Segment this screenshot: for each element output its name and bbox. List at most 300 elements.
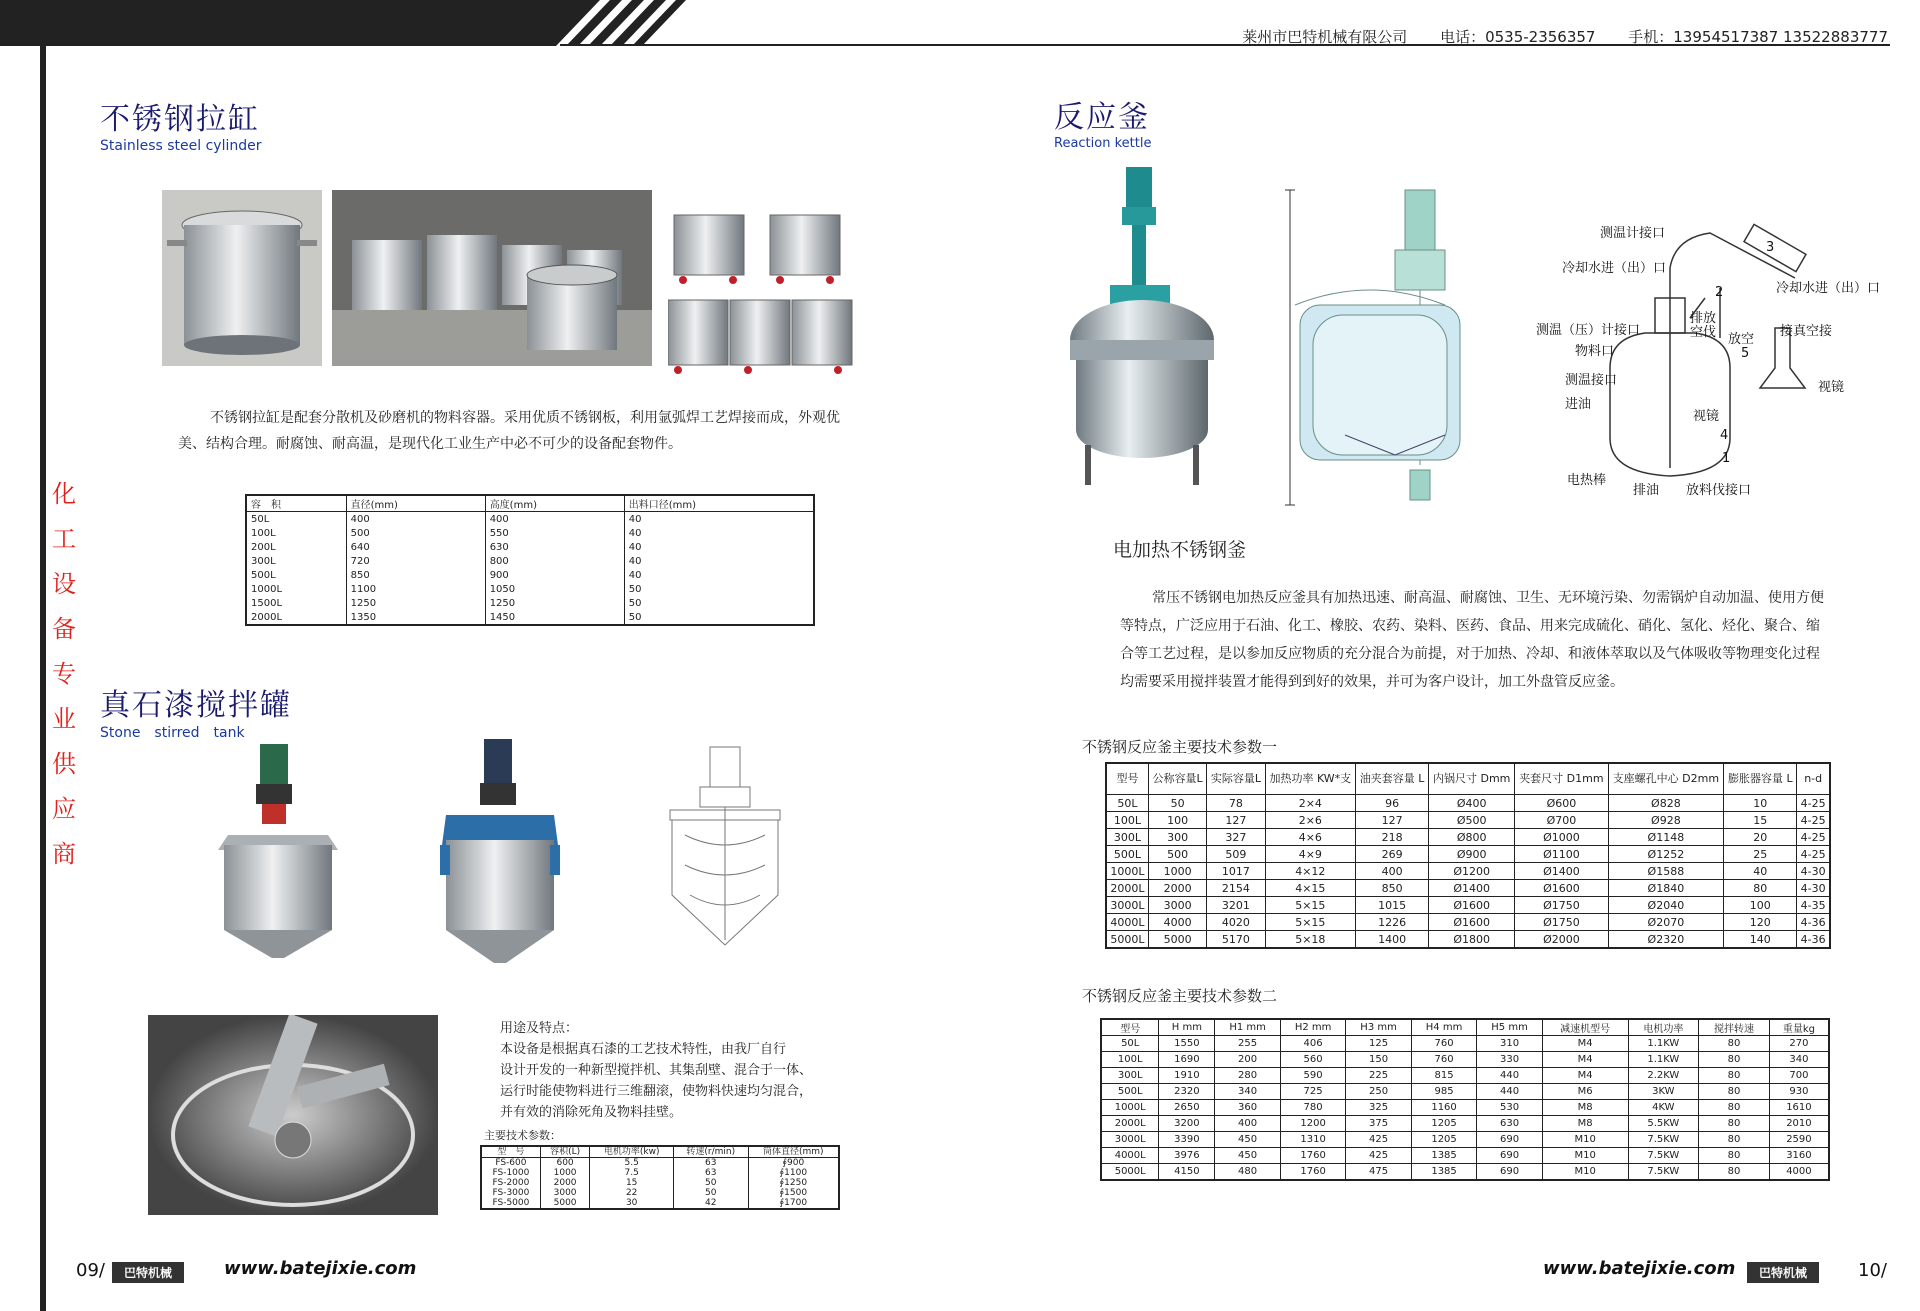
cylinder-table-cell: 630 xyxy=(485,540,624,554)
reactor-table1-cell: Ø1750 xyxy=(1515,897,1608,914)
reactor-table2-cell: 1200 xyxy=(1280,1116,1345,1132)
label-n5: 5 xyxy=(1741,346,1750,361)
reactor-table2-cell: 2010 xyxy=(1769,1116,1829,1132)
reactor-table2-cell: 1550 xyxy=(1159,1036,1215,1052)
reactor-table1-cell: Ø800 xyxy=(1429,829,1515,846)
label-sight-glass-1: 视镜 xyxy=(1693,409,1720,424)
reactor-table2-cell: 725 xyxy=(1280,1084,1345,1100)
stone-spec-table xyxy=(480,1145,840,1210)
reactor-table2-cell: 4150 xyxy=(1159,1164,1215,1181)
cylinder-title: 不锈钢拉缸 xyxy=(100,102,260,137)
reactor-table2-cell: M10 xyxy=(1542,1148,1628,1164)
reactor-table1-cell: Ø2320 xyxy=(1608,931,1724,949)
cylinder-table-cell: 1500L xyxy=(246,596,346,610)
mobile: 手机：13954517387 13522883777 xyxy=(1628,28,1888,46)
reactor-table2-header-cell: H5 mm xyxy=(1477,1019,1542,1036)
cylinder-table-cell: 800 xyxy=(485,554,624,568)
reactor-table2-cell: 480 xyxy=(1215,1164,1280,1181)
reactor-description: 常压不锈钢电加热反应釜具有加热迅速、耐高温、耐腐蚀、卫生、无环境污染、勿需锅炉自动加温、使用方便等特点，广泛应用于石油、化工、橡胶、农药、染料、医药、食品、用来完成硫化、硝化、氢化、烃化、聚合、缩合等工艺过程，是以参加反应物质的充分混合为前提，对于加热、冷却、和液体萃取以及气体吸收等物理变化过程均需要采用搅拌装置才能得到到好的效果，并可为客户设计，加工外盘管反应釜。 xyxy=(1120,590,1824,690)
stone-table-cell: FS-600 xyxy=(481,1158,540,1169)
cylinder-table-row xyxy=(246,540,814,554)
reactor-table2-cell: 1760 xyxy=(1280,1164,1345,1181)
reactor-table2-cell: 500L xyxy=(1101,1084,1159,1100)
reactor-table2-cell: 690 xyxy=(1477,1132,1542,1148)
reactor-spec-table-1 xyxy=(1105,762,1831,949)
reactor-table1-cell: 2000 xyxy=(1148,880,1206,897)
reactor-table2-cell: 450 xyxy=(1215,1132,1280,1148)
reactor-table1-cell: Ø1600 xyxy=(1515,880,1608,897)
cylinder-table-cell: 500L xyxy=(246,568,346,582)
reactor-table2-cell: M4 xyxy=(1542,1052,1628,1068)
cylinder-table-cell: 2000L xyxy=(246,610,346,625)
stone-table-cell: 42 xyxy=(674,1198,748,1209)
stone-table-cell: 15 xyxy=(590,1178,674,1188)
reactor-table1-cell: 5×18 xyxy=(1265,931,1356,949)
right-page-number: 10/ xyxy=(1858,1260,1887,1281)
reactor-table2-row xyxy=(1101,1116,1829,1132)
reactor-table1-cell: 300L xyxy=(1106,829,1148,846)
reactor-table2-cell: 255 xyxy=(1215,1036,1280,1052)
cylinder-table-cell: 1250 xyxy=(485,596,624,610)
reactor-table2-header-cell: H4 mm xyxy=(1411,1019,1476,1036)
reactor-table2-cell: 80 xyxy=(1699,1084,1770,1100)
cylinder-table-cell: 850 xyxy=(346,568,485,582)
stone-usage-line: 运行时能使物料进行三维翻滚，使物料快速均匀混合， xyxy=(500,1084,813,1099)
cylinder-subtitle: Stainless steel cylinder xyxy=(100,138,262,154)
stone-params-title: 主要技术参数： xyxy=(484,1129,561,1142)
reactor-table2-cell: 80 xyxy=(1699,1100,1770,1116)
stone-usage-title: 用途及特点： xyxy=(500,1021,579,1036)
label-temp-pressure-port: 测温（压）计接口 xyxy=(1536,323,1641,338)
reactor-table2-cell: 100L xyxy=(1101,1052,1159,1068)
reactor-table2-cell: 690 xyxy=(1477,1148,1542,1164)
reactor-table2-header-cell: 重量kg xyxy=(1769,1019,1829,1036)
stone-table-cell: FS-1000 xyxy=(481,1168,540,1178)
stone-table-row xyxy=(481,1168,839,1178)
company-name: 莱州市巴特机械有限公司 xyxy=(1242,28,1408,46)
reactor-table2-cell: 440 xyxy=(1477,1084,1542,1100)
reactor-table2-cell: 1.1KW xyxy=(1628,1052,1699,1068)
reactor-table2-row xyxy=(1101,1100,1829,1116)
stone-heading xyxy=(100,680,292,742)
header-stripes xyxy=(0,0,740,60)
stone-table-row xyxy=(481,1178,839,1188)
reactor-table1-cell: 2×4 xyxy=(1265,795,1356,812)
reactor-table2-cell: 125 xyxy=(1346,1036,1411,1052)
stone-table-cell: FS-2000 xyxy=(481,1178,540,1188)
reactor-table2-cell: 815 xyxy=(1411,1068,1476,1084)
reactor-table1-cell: 5000L xyxy=(1106,931,1148,949)
cylinder-photo-2 xyxy=(332,190,652,366)
reactor-table2-cell: 1385 xyxy=(1411,1148,1476,1164)
reactor-table2-cell: 250 xyxy=(1346,1084,1411,1100)
reactor-table1-cell: Ø1600 xyxy=(1429,914,1515,931)
stone-table-cell: 2000 xyxy=(540,1178,590,1188)
stone-subtitle: Stone stirred tank xyxy=(100,725,245,741)
reactor-table1-cell: 1226 xyxy=(1356,914,1429,931)
reactor-table1-cell: Ø928 xyxy=(1608,812,1724,829)
phone: 电话：0535-2356357 xyxy=(1440,28,1596,46)
stone-table-cell: 30 xyxy=(590,1198,674,1209)
reactor-table2-cell: 690 xyxy=(1477,1164,1542,1181)
reactor-table2-cell: 530 xyxy=(1477,1100,1542,1116)
stone-table-cell: ∮1500 xyxy=(748,1188,839,1198)
label-oil-out: 排油 xyxy=(1633,483,1660,498)
reactor-table1-cell: 96 xyxy=(1356,795,1429,812)
stone-table-cell: 7.5 xyxy=(590,1168,674,1178)
reactor-table2-cell: 340 xyxy=(1769,1052,1829,1068)
reactor-table1-header-cell: 支座螺孔中心 D2mm xyxy=(1608,763,1724,795)
stone-table-cell: ∮1700 xyxy=(748,1198,839,1209)
reactor-table2-cell: 225 xyxy=(1346,1068,1411,1084)
stone-usage-line: 设计开发的一种新型搅拌机、其集刮壁、混合于一体、 xyxy=(500,1063,813,1078)
reactor-table1-cell: Ø1750 xyxy=(1515,914,1608,931)
stone-table-header-cell: 转速(r/min) xyxy=(674,1146,748,1158)
reactor-table1-cell: 4020 xyxy=(1207,914,1265,931)
reactor-table2-cell: M8 xyxy=(1542,1100,1628,1116)
right-footer-badge: 巴特机械 xyxy=(1747,1262,1819,1283)
reactor-table1-cell: 2154 xyxy=(1207,880,1265,897)
cylinder-table-cell: 40 xyxy=(624,512,814,527)
stone-table-row xyxy=(481,1158,839,1169)
reactor-table1-cell: 4-25 xyxy=(1797,795,1830,812)
reactor-table2-cell: 2.2KW xyxy=(1628,1068,1699,1084)
reactor-table1-cell: 850 xyxy=(1356,880,1429,897)
reactor-table2-cell: 1310 xyxy=(1280,1132,1345,1148)
stone-table-row xyxy=(481,1188,839,1198)
reactor-table1-cell: 4-35 xyxy=(1797,897,1830,914)
label-oil-in: 进油 xyxy=(1565,397,1592,412)
cylinder-table-cell: 40 xyxy=(624,540,814,554)
reactor-table1-header-cell: 公称容量L xyxy=(1148,763,1206,795)
reactor-table2-cell: 3KW xyxy=(1628,1084,1699,1100)
reactor-table2-cell: 560 xyxy=(1280,1052,1345,1068)
reactor-table1-row xyxy=(1106,846,1830,863)
reactor-table1-cell: 10 xyxy=(1724,795,1797,812)
reactor-table2-cell: 1000L xyxy=(1101,1100,1159,1116)
reactor-table1-cell: 327 xyxy=(1207,829,1265,846)
reactor-table1-cell: 509 xyxy=(1207,846,1265,863)
stone-table-cell: 22 xyxy=(590,1188,674,1198)
reactor-table2-title: 不锈钢反应釜主要技术参数二 xyxy=(1082,987,1278,1005)
reactor-table1-cell: 500L xyxy=(1106,846,1148,863)
reactor-table1-cell: 4×15 xyxy=(1265,880,1356,897)
stone-tank-photo-1 xyxy=(218,740,338,965)
reactor-table2-cell: M4 xyxy=(1542,1036,1628,1052)
reactor-table1-cell: Ø828 xyxy=(1608,795,1724,812)
reactor-table2-cell: 5000L xyxy=(1101,1164,1159,1181)
cylinder-table-cell: 720 xyxy=(346,554,485,568)
cylinder-table-cell: 300L xyxy=(246,554,346,568)
reactor-table2-cell: 330 xyxy=(1477,1052,1542,1068)
cylinder-table-cell: 500 xyxy=(346,526,485,540)
reactor-table2-cell: 280 xyxy=(1215,1068,1280,1084)
cylinder-table-cell: 50 xyxy=(624,582,814,596)
cylinder-table-cell: 100L xyxy=(246,526,346,540)
reactor-table1-cell: Ø1600 xyxy=(1429,897,1515,914)
reactor-table2-cell: 300L xyxy=(1101,1068,1159,1084)
reactor-table2-cell: 440 xyxy=(1477,1068,1542,1084)
reactor-table2-cell: 1.1KW xyxy=(1628,1036,1699,1052)
label-sight-glass-2: 视镜 xyxy=(1818,380,1845,395)
stone-tank-photo-2 xyxy=(440,735,560,970)
reactor-table1-cell: 120 xyxy=(1724,914,1797,931)
reactor-table1-cell: 50 xyxy=(1148,795,1206,812)
label-n3: 3 xyxy=(1766,240,1775,255)
stone-table-header-cell: 筒体直径(mm) xyxy=(748,1146,839,1158)
cylinder-table-header-cell: 出料口径(mm) xyxy=(624,495,814,512)
reactor-table2-header-cell: 型号 xyxy=(1101,1019,1159,1036)
reactor-table2-cell: 80 xyxy=(1699,1164,1770,1181)
reactor-table2-cell: 80 xyxy=(1699,1116,1770,1132)
label-thermometer-port: 测温计接口 xyxy=(1600,226,1666,241)
reactor-table1-cell: 1000 xyxy=(1148,863,1206,880)
reactor-table2-cell: 590 xyxy=(1280,1068,1345,1084)
reactor-table1-cell: 50L xyxy=(1106,795,1148,812)
cylinder-table-row xyxy=(246,582,814,596)
reactor-table1-cell: 4-25 xyxy=(1797,846,1830,863)
reactor-table2-cell: 406 xyxy=(1280,1036,1345,1052)
reactor-table2-cell: 80 xyxy=(1699,1132,1770,1148)
reactor-table2-cell: M6 xyxy=(1542,1084,1628,1100)
reactor-table2-cell: 930 xyxy=(1769,1084,1829,1100)
reactor-table2-cell: 3390 xyxy=(1159,1132,1215,1148)
reactor-table2-cell: 150 xyxy=(1346,1052,1411,1068)
reactor-table1-cell: 20 xyxy=(1724,829,1797,846)
reactor-table2-cell: 80 xyxy=(1699,1068,1770,1084)
reactor-table2-cell: 1160 xyxy=(1411,1100,1476,1116)
cylinder-table-row xyxy=(246,610,814,625)
reactor-table1-cell: 5×15 xyxy=(1265,897,1356,914)
stone-usage-line: 并有效的消除死角及物料挂壁。 xyxy=(500,1105,683,1120)
reactor-table2-cell: 2650 xyxy=(1159,1100,1215,1116)
reactor-photo xyxy=(1060,165,1225,495)
reactor-table1-row xyxy=(1106,880,1830,897)
reactor-table1-row xyxy=(1106,914,1830,931)
cylinder-table-cell: 400 xyxy=(346,512,485,527)
stone-table-header-cell: 电机功率(kw) xyxy=(590,1146,674,1158)
stone-table-cell: 5.5 xyxy=(590,1158,674,1169)
cylinder-table-row xyxy=(246,554,814,568)
reactor-table1-header-cell: 膨胀器容量 L xyxy=(1724,763,1797,795)
cylinder-table-cell: 900 xyxy=(485,568,624,582)
cylinder-table-header-cell: 高度(mm) xyxy=(485,495,624,512)
reactor-table1-header-cell: 内锅尺寸 Dmm xyxy=(1429,763,1515,795)
reactor-table2-cell: 760 xyxy=(1411,1052,1476,1068)
reactor-title: 反应釜 xyxy=(1054,100,1150,135)
reactor-table1-cell: Ø1588 xyxy=(1608,863,1724,880)
label-n2: 2 xyxy=(1715,285,1724,300)
cylinder-spec-table xyxy=(245,494,815,626)
reactor-table2-cell: 1205 xyxy=(1411,1132,1476,1148)
reactor-table2-cell: 2320 xyxy=(1159,1084,1215,1100)
reactor-table1-cell: 3201 xyxy=(1207,897,1265,914)
reactor-table2-cell: 5.5KW xyxy=(1628,1116,1699,1132)
cylinder-table-cell: 1350 xyxy=(346,610,485,625)
reactor-table1-header-cell: 型号 xyxy=(1106,763,1148,795)
reactor-table1-header-cell: 实际容量L xyxy=(1207,763,1265,795)
label-cooling-in: 冷却水进（出）口 xyxy=(1562,261,1667,276)
reactor-table2-cell: 3160 xyxy=(1769,1148,1829,1164)
reactor-table2-header-cell: 搅拌转速 xyxy=(1699,1019,1770,1036)
cylinder-table-cell: 1000L xyxy=(246,582,346,596)
label-heater: 电热棒 xyxy=(1567,473,1607,488)
reactor-table2-cell: 425 xyxy=(1346,1148,1411,1164)
reactor-table1-cell: Ø1000 xyxy=(1515,829,1608,846)
header-contact xyxy=(1214,26,1888,47)
reactor-table2-cell: 450 xyxy=(1215,1148,1280,1164)
reactor-table1-cell: 2×6 xyxy=(1265,812,1356,829)
cylinder-table-header-cell: 容 积 xyxy=(246,495,346,512)
reactor-table1-cell: Ø2000 xyxy=(1515,931,1608,949)
stone-table-cell: 50 xyxy=(674,1178,748,1188)
reactor-table1-cell: 400 xyxy=(1356,863,1429,880)
reactor-table1-cell: Ø1400 xyxy=(1515,863,1608,880)
stone-table-header-cell: 容积(L) xyxy=(540,1146,590,1158)
reactor-table1-cell: 4-25 xyxy=(1797,829,1830,846)
cylinder-table-row xyxy=(246,596,814,610)
reactor-table2-cell: 7.5KW xyxy=(1628,1132,1699,1148)
cylinder-heading xyxy=(100,94,262,154)
stone-table-cell: ∮1100 xyxy=(748,1168,839,1178)
cylinder-table-cell: 550 xyxy=(485,526,624,540)
reactor-table1-cell: 80 xyxy=(1724,880,1797,897)
stone-table-cell: 5000 xyxy=(540,1198,590,1209)
reactor-table2-cell: 4KW xyxy=(1628,1100,1699,1116)
stone-usage-line: 本设备是根据真石漆的工艺技术特性，由我厂自行 xyxy=(500,1042,787,1057)
stone-table-cell: 3000 xyxy=(540,1188,590,1198)
cylinder-photo-1 xyxy=(162,190,322,366)
cylinder-table-cell: 1450 xyxy=(485,610,624,625)
reactor-table2-header-cell: 减速机型号 xyxy=(1542,1019,1628,1036)
reactor-table2-cell: 1690 xyxy=(1159,1052,1215,1068)
reactor-table1-header-cell: n-d xyxy=(1797,763,1830,795)
reactor-table1-cell: 4000L xyxy=(1106,914,1148,931)
reactor-table2-row xyxy=(1101,1164,1829,1181)
reactor-table2-cell: M4 xyxy=(1542,1068,1628,1084)
reactor-table1-cell: 140 xyxy=(1724,931,1797,949)
stone-table-cell: 63 xyxy=(674,1168,748,1178)
reactor-table1-cell: 4-30 xyxy=(1797,880,1830,897)
stone-table-row xyxy=(481,1198,839,1209)
reactor-table2-cell: 7.5KW xyxy=(1628,1148,1699,1164)
reactor-table2-cell: 310 xyxy=(1477,1036,1542,1052)
reactor-table1-cell: 78 xyxy=(1207,795,1265,812)
reactor-table1-cell: 3000 xyxy=(1148,897,1206,914)
sidebar-slogan: 化工设备专业供应商 xyxy=(52,480,76,868)
reactor-table1-cell: 15 xyxy=(1724,812,1797,829)
label-discharge-valve: 放料伐接口 xyxy=(1686,483,1752,498)
reactor-table1-row xyxy=(1106,897,1830,914)
reactor-table2-cell: 80 xyxy=(1699,1036,1770,1052)
cylinder-table-row xyxy=(246,526,814,540)
left-footer-badge: 巴特机械 xyxy=(112,1262,184,1283)
reactor-table2-header-cell: 电机功率 xyxy=(1628,1019,1699,1036)
reactor-table2-row xyxy=(1101,1068,1829,1084)
stone-table-cell: FS-5000 xyxy=(481,1198,540,1209)
reactor-table1-cell: Ø400 xyxy=(1429,795,1515,812)
reactor-table2-cell: M8 xyxy=(1542,1116,1628,1132)
reactor-table2-cell: 80 xyxy=(1699,1148,1770,1164)
reactor-table2-row xyxy=(1101,1132,1829,1148)
reactor-table2-header-cell: H3 mm xyxy=(1346,1019,1411,1036)
cylinder-table-cell: 200L xyxy=(246,540,346,554)
reactor-table1-title: 不锈钢反应釜主要技术参数一 xyxy=(1082,738,1278,756)
stone-table-cell: FS-3000 xyxy=(481,1188,540,1198)
stone-table-cell: ∮1250 xyxy=(748,1178,839,1188)
reactor-table1-cell: 4×6 xyxy=(1265,829,1356,846)
reactor-spec-table-2 xyxy=(1100,1018,1830,1181)
reactor-heading xyxy=(1054,92,1151,151)
stone-table-cell: 600 xyxy=(540,1158,590,1169)
right-footer-url[interactable]: www.batejixie.com xyxy=(1543,1258,1736,1279)
reactor-table2-cell: 1205 xyxy=(1411,1116,1476,1132)
reactor-table2-header-cell: H1 mm xyxy=(1215,1019,1280,1036)
stone-tank-interior-photo xyxy=(148,1015,438,1215)
label-n4: 4 xyxy=(1720,428,1729,443)
reactor-table2-cell: 3000L xyxy=(1101,1132,1159,1148)
reactor-dimension-drawing xyxy=(1285,185,1470,515)
reactor-table1-cell: Ø900 xyxy=(1429,846,1515,863)
reactor-table1-cell: 127 xyxy=(1356,812,1429,829)
stone-usage xyxy=(500,1018,860,1123)
reactor-table2-cell: 400 xyxy=(1215,1116,1280,1132)
reactor-table1-row xyxy=(1106,812,1830,829)
reactor-table2-cell: 3200 xyxy=(1159,1116,1215,1132)
reactor-table2-row xyxy=(1101,1148,1829,1164)
reactor-table2-cell: 3976 xyxy=(1159,1148,1215,1164)
reactor-table1-cell: 40 xyxy=(1724,863,1797,880)
reactor-table1-cell: 500 xyxy=(1148,846,1206,863)
reactor-table1-cell: 5000 xyxy=(1148,931,1206,949)
left-page-number: 09/ xyxy=(76,1260,105,1281)
cylinder-table-cell: 50L xyxy=(246,512,346,527)
reactor-table2-cell: 760 xyxy=(1411,1036,1476,1052)
reactor-table1-row xyxy=(1106,931,1830,949)
reactor-table2-cell: 700 xyxy=(1769,1068,1829,1084)
reactor-table1-header-cell: 加热功率 KW*支 xyxy=(1265,763,1356,795)
cylinder-table-cell: 1100 xyxy=(346,582,485,596)
left-footer-url[interactable]: www.batejixie.com xyxy=(224,1258,417,1279)
reactor-table1-cell: 2000L xyxy=(1106,880,1148,897)
stone-table-cell: 50 xyxy=(674,1188,748,1198)
reactor-table2-row xyxy=(1101,1084,1829,1100)
reactor-table1-cell: Ø1400 xyxy=(1429,880,1515,897)
reactor-table1-cell: 4-25 xyxy=(1797,812,1830,829)
reactor-table2-cell: 200 xyxy=(1215,1052,1280,1068)
reactor-table1-cell: 1015 xyxy=(1356,897,1429,914)
reactor-table1-cell: 100 xyxy=(1148,812,1206,829)
reactor-table1-cell: 300 xyxy=(1148,829,1206,846)
reactor-subtitle: Reaction kettle xyxy=(1054,136,1152,151)
reactor-table1-cell: 269 xyxy=(1356,846,1429,863)
reactor-table1-cell: Ø2070 xyxy=(1608,914,1724,931)
reactor-table1-cell: 3000L xyxy=(1106,897,1148,914)
reactor-table1-cell: Ø700 xyxy=(1515,812,1608,829)
reactor-table1-cell: 4-36 xyxy=(1797,914,1830,931)
reactor-table1-cell: Ø1252 xyxy=(1608,846,1724,863)
reactor-table2-cell: 4000 xyxy=(1769,1164,1829,1181)
reactor-table1-cell: 4-36 xyxy=(1797,931,1830,949)
cylinder-table-cell: 1250 xyxy=(346,596,485,610)
cylinder-table-cell: 50 xyxy=(624,596,814,610)
label-temp-port: 测温接口 xyxy=(1565,373,1618,388)
left-vertical-bar xyxy=(40,44,46,1311)
reactor-table1-cell: 1400 xyxy=(1356,931,1429,949)
reactor-table2-header-cell: H2 mm xyxy=(1280,1019,1345,1036)
reactor-table1-cell: 1000L xyxy=(1106,863,1148,880)
reactor-table2-cell: M10 xyxy=(1542,1164,1628,1181)
